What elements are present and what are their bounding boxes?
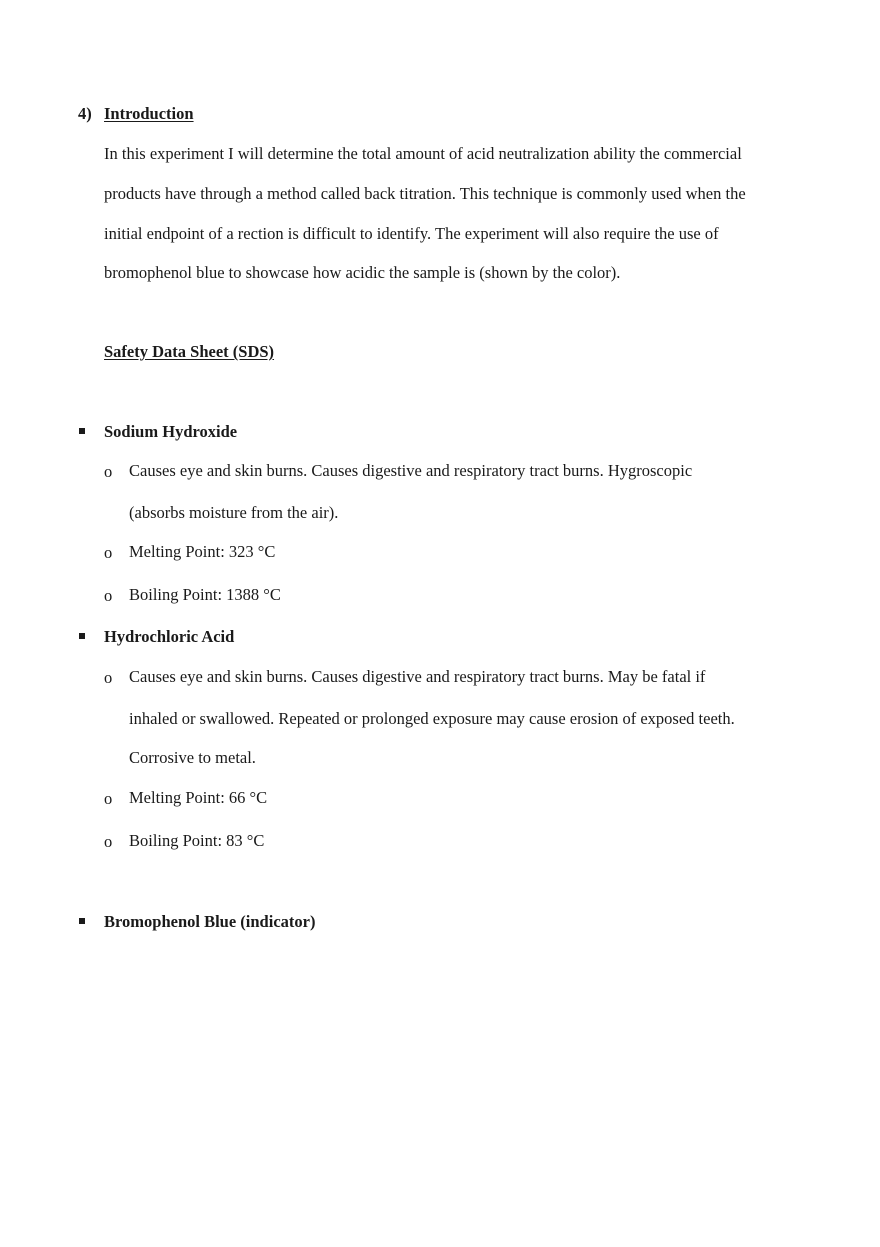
hazard-line: Causes eye and skin burns. Causes digestive and respiratory tract burns. Hygroscopic <box>129 461 693 480</box>
boiling-point: Boiling Point: 1388 °C <box>129 585 281 604</box>
circle-bullet-icon: o <box>104 543 113 562</box>
square-bullet-icon <box>79 633 85 639</box>
circle-bullet-icon: o <box>104 668 113 687</box>
sds-heading: Safety Data Sheet (SDS) <box>104 342 275 361</box>
paragraph-line: initial endpoint of a rection is difficult to identify. The experiment will also require the use of <box>104 224 719 243</box>
section-number: 4) <box>78 104 92 123</box>
paragraph-line: products have through a method called back titration. This technique is commonly used when the <box>104 184 746 203</box>
circle-bullet-icon: o <box>104 586 113 605</box>
hazard-line: Corrosive to metal. <box>129 748 256 767</box>
paragraph-line: bromophenol blue to showcase how acidic the sample is (shown by the color). <box>104 263 621 282</box>
hazard-line: (absorbs moisture from the air). <box>129 503 339 522</box>
chemical-name: Sodium Hydroxide <box>104 422 238 441</box>
hazard-line: inhaled or swallowed. Repeated or prolonged exposure may cause erosion of exposed teeth. <box>129 709 735 728</box>
circle-bullet-icon: o <box>104 462 113 481</box>
paragraph-line: In this experiment I will determine the total amount of acid neutralization ability the commercial <box>104 144 742 163</box>
section-heading: Introduction <box>104 104 194 123</box>
hazard-line: Causes eye and skin burns. Causes digestive and respiratory tract burns. May be fatal if <box>129 667 706 686</box>
square-bullet-icon <box>79 428 85 434</box>
melting-point: Melting Point: 66 °C <box>129 788 268 807</box>
boiling-point: Boiling Point: 83 °C <box>129 831 265 850</box>
chemical-name: Hydrochloric Acid <box>104 627 235 646</box>
melting-point: Melting Point: 323 °C <box>129 542 276 561</box>
circle-bullet-icon: o <box>104 832 113 851</box>
circle-bullet-icon: o <box>104 789 113 808</box>
chemical-name: Bromophenol Blue (indicator) <box>104 912 316 931</box>
square-bullet-icon <box>79 918 85 924</box>
